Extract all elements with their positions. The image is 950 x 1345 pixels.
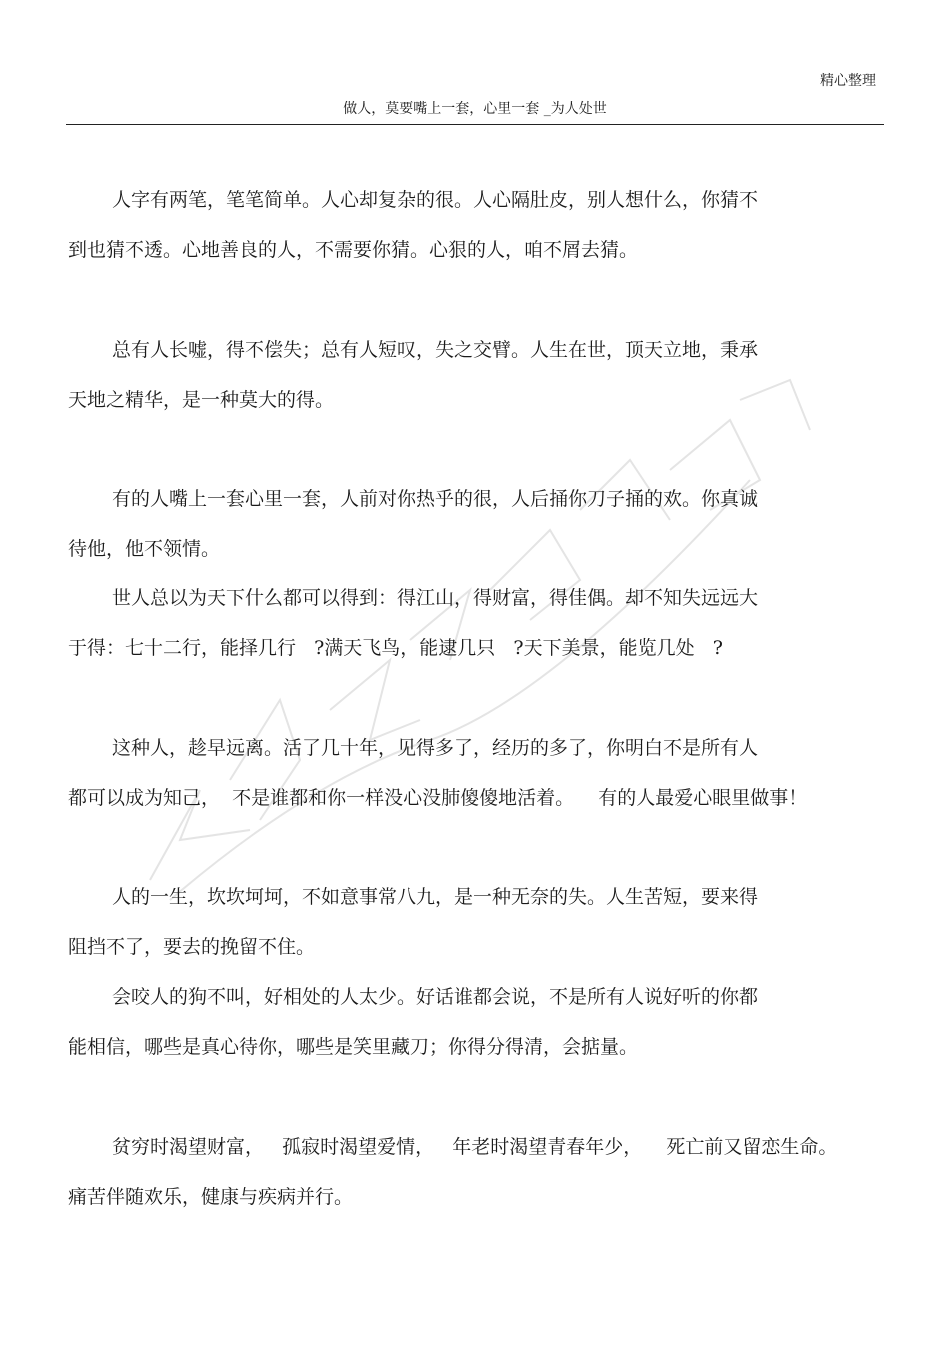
header-rule — [66, 124, 884, 125]
para-3-line-2: 待他，他不领情。 — [68, 538, 221, 560]
para-8-line-1: 贫穷时渴望财富， 孤寂时渴望爱情， 年老时渴望青春年少， 死亡前又留恋生命。 — [112, 1136, 838, 1158]
para-7-line-1: 会咬人的狗不叫，好相处的人太少。好话谁都会说，不是所有人说好听的你都 — [112, 986, 759, 1008]
para-5-line-1: 这种人，趁早远离。活了几十年，见得多了，经历的多了，你明白不是所有人 — [112, 737, 759, 759]
page-title: 做人，莫要嘴上一套，心里一套 _为人处世 — [343, 101, 607, 117]
corner-label: 精心整理 — [820, 73, 876, 89]
para-5-line-2: 都可以成为知己， 不是谁都和你一样没心没肺傻傻地活着。 有的人最爱心眼里做事！ — [68, 787, 808, 809]
para-4-line-2: 于得：七十二行，能择几行 ?满天飞鸟，能逮几只 ?天下美景，能览几处 ? — [68, 637, 723, 659]
para-2-line-1: 总有人长嘘，得不偿失；总有人短叹，失之交臂。人生在世，顶天立地，秉承 — [112, 339, 759, 361]
para-6-line-1: 人的一生，坎坎坷坷，不如意事常八九，是一种无奈的失。人生苦短，要来得 — [112, 886, 759, 908]
para-1-line-1: 人字有两笔，笔笔简单。人心却复杂的很。人心隔肚皮，别人想什么，你猜不 — [112, 189, 759, 211]
para-2-line-2: 天地之精华，是一种莫大的得。 — [68, 389, 335, 411]
para-1-line-2: 到也猜不透。心地善良的人，不需要你猜。心狠的人，咱不屑去猜。 — [68, 239, 639, 261]
para-8-line-2: 痛苦伴随欢乐，健康与疾病并行。 — [68, 1186, 354, 1208]
para-3-line-1: 有的人嘴上一套心里一套，人前对你热乎的很，人后捅你刀子捅的欢。你真诚 — [112, 488, 759, 510]
para-4-line-1: 世人总以为天下什么都可以得到：得江山，得财富，得佳偶。却不知失远远大 — [112, 587, 759, 609]
para-6-line-2: 阻挡不了，要去的挽留不住。 — [68, 936, 316, 958]
para-7-line-2: 能相信，哪些是真心待你，哪些是笑里藏刀；你得分得清，会掂量。 — [68, 1036, 639, 1058]
